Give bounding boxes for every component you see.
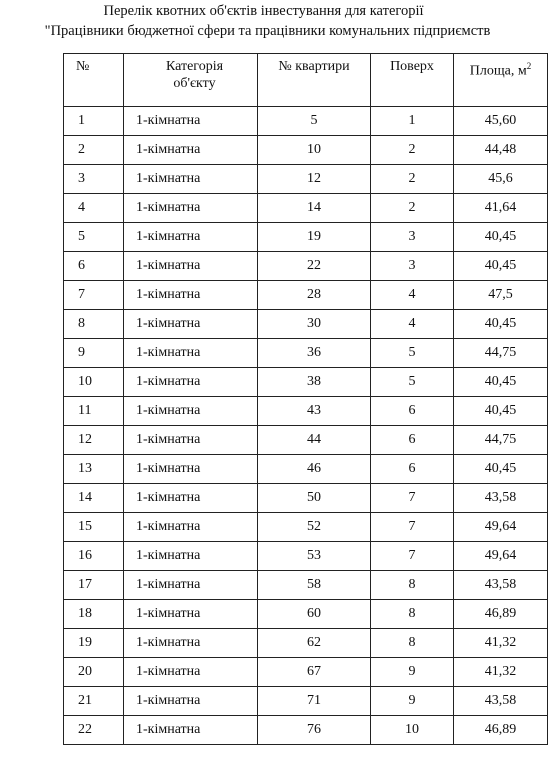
- cell-category: 1-кімнатна: [124, 484, 258, 513]
- cell-area: 43,58: [454, 484, 548, 513]
- cell-area: 45,6: [454, 165, 548, 194]
- table-row: [64, 310, 548, 339]
- table-header-row: [64, 54, 548, 107]
- cell-area: 49,64: [454, 542, 548, 571]
- table-row: [64, 368, 548, 397]
- cell-floor: 2: [371, 194, 454, 223]
- cell-apartment: 44: [258, 426, 371, 455]
- cell-apartment: 38: [258, 368, 371, 397]
- cell-floor: 8: [371, 600, 454, 629]
- table-row: [64, 165, 548, 194]
- cell-category: 1-кімнатна: [124, 600, 258, 629]
- cell-apartment: 52: [258, 513, 371, 542]
- cell-category: 1-кімнатна: [124, 368, 258, 397]
- table-row: [64, 107, 548, 136]
- table-row: [64, 484, 548, 513]
- cell-apartment: 36: [258, 339, 371, 368]
- header-area-unit-exponent: 2: [526, 61, 532, 71]
- cell-number: 8: [64, 310, 124, 339]
- cell-category: 1-кімнатна: [124, 252, 258, 281]
- cell-category: 1-кімнатна: [124, 629, 258, 658]
- cell-floor: 9: [371, 687, 454, 716]
- cell-floor: 6: [371, 455, 454, 484]
- cell-area: 46,89: [454, 716, 548, 745]
- cell-area: 46,89: [454, 600, 548, 629]
- cell-area: 44,48: [454, 136, 548, 165]
- cell-number: 11: [64, 397, 124, 426]
- table-row: [64, 223, 548, 252]
- header-floor: Поверх: [371, 54, 454, 107]
- header-category: [124, 54, 258, 107]
- cell-floor: 7: [371, 513, 454, 542]
- cell-number: 10: [64, 368, 124, 397]
- cell-category: 1-кімнатна: [124, 716, 258, 745]
- table-header: [64, 54, 548, 107]
- cell-apartment: 14: [258, 194, 371, 223]
- cell-number: 13: [64, 455, 124, 484]
- table-body: [64, 107, 548, 745]
- cell-category: 1-кімнатна: [124, 687, 258, 716]
- cell-apartment: 19: [258, 223, 371, 252]
- table-row: [64, 542, 548, 571]
- table-row: [64, 194, 548, 223]
- cell-area: 40,45: [454, 455, 548, 484]
- table-row: [64, 397, 548, 426]
- cell-floor: 4: [371, 281, 454, 310]
- cell-area: 47,5: [454, 281, 548, 310]
- cell-category: 1-кімнатна: [124, 194, 258, 223]
- cell-area: 49,64: [454, 513, 548, 542]
- cell-category: 1-кімнатна: [124, 310, 258, 339]
- table-row: [64, 571, 548, 600]
- cell-apartment: 71: [258, 687, 371, 716]
- cell-floor: 2: [371, 165, 454, 194]
- cell-apartment: 50: [258, 484, 371, 513]
- cell-number: 16: [64, 542, 124, 571]
- cell-number: 15: [64, 513, 124, 542]
- cell-apartment: 10: [258, 136, 371, 165]
- cell-number: 7: [64, 281, 124, 310]
- cell-apartment: 28: [258, 281, 371, 310]
- cell-area: 40,45: [454, 368, 548, 397]
- cell-category: 1-кімнатна: [124, 339, 258, 368]
- cell-number: 19: [64, 629, 124, 658]
- cell-area: 43,58: [454, 571, 548, 600]
- cell-number: 3: [64, 165, 124, 194]
- table-row: [64, 455, 548, 484]
- cell-category: 1-кімнатна: [124, 136, 258, 165]
- cell-floor: 7: [371, 542, 454, 571]
- cell-floor: 7: [371, 484, 454, 513]
- cell-number: 14: [64, 484, 124, 513]
- cell-number: 17: [64, 571, 124, 600]
- cell-category: 1-кімнатна: [124, 223, 258, 252]
- cell-number: 22: [64, 716, 124, 745]
- cell-apartment: 12: [258, 165, 371, 194]
- cell-area: 40,45: [454, 397, 548, 426]
- header-category-line1: Категорія: [165, 59, 224, 74]
- cell-floor: 5: [371, 339, 454, 368]
- cell-number: 9: [64, 339, 124, 368]
- header-number: №: [64, 54, 124, 107]
- cell-category: 1-кімнатна: [124, 165, 258, 194]
- cell-number: 21: [64, 687, 124, 716]
- cell-area: 40,45: [454, 310, 548, 339]
- cell-floor: 4: [371, 310, 454, 339]
- document-title-line2: "Працівники бюджетної сфери та працівники комунальних підприємств: [44, 23, 491, 39]
- cell-apartment: 76: [258, 716, 371, 745]
- table-row: [64, 716, 548, 745]
- cell-number: 6: [64, 252, 124, 281]
- cell-category: 1-кімнатна: [124, 455, 258, 484]
- table-row: [64, 339, 548, 368]
- table-row: [64, 513, 548, 542]
- table-row: [64, 658, 548, 687]
- cell-number: 4: [64, 194, 124, 223]
- cell-area: 40,45: [454, 223, 548, 252]
- cell-category: 1-кімнатна: [124, 658, 258, 687]
- table-row: [64, 252, 548, 281]
- cell-area: 43,58: [454, 687, 548, 716]
- cell-category: 1-кімнатна: [124, 513, 258, 542]
- table-row: [64, 629, 548, 658]
- cell-apartment: 30: [258, 310, 371, 339]
- cell-category: 1-кімнатна: [124, 542, 258, 571]
- cell-floor: 8: [371, 571, 454, 600]
- cell-apartment: 67: [258, 658, 371, 687]
- header-category-line2: об'єкту: [173, 76, 216, 91]
- cell-number: 2: [64, 136, 124, 165]
- cell-category: 1-кімнатна: [124, 107, 258, 136]
- cell-floor: 3: [371, 252, 454, 281]
- cell-floor: 5: [371, 368, 454, 397]
- cell-number: 1: [64, 107, 124, 136]
- header-area: [454, 54, 548, 107]
- header-area-label: Площа, м: [469, 63, 527, 79]
- cell-floor: 2: [371, 136, 454, 165]
- cell-apartment: 5: [258, 107, 371, 136]
- cell-area: 40,45: [454, 252, 548, 281]
- header-apartment: № квартири: [258, 54, 371, 107]
- cell-apartment: 62: [258, 629, 371, 658]
- cell-number: 12: [64, 426, 124, 455]
- cell-apartment: 43: [258, 397, 371, 426]
- cell-category: 1-кімнатна: [124, 426, 258, 455]
- cell-number: 18: [64, 600, 124, 629]
- cell-category: 1-кімнатна: [124, 281, 258, 310]
- cell-floor: 1: [371, 107, 454, 136]
- cell-apartment: 60: [258, 600, 371, 629]
- cell-area: 41,64: [454, 194, 548, 223]
- cell-floor: 6: [371, 426, 454, 455]
- cell-category: 1-кімнатна: [124, 571, 258, 600]
- cell-floor: 8: [371, 629, 454, 658]
- cell-apartment: 53: [258, 542, 371, 571]
- table-row: [64, 281, 548, 310]
- cell-floor: 6: [371, 397, 454, 426]
- cell-floor: 9: [371, 658, 454, 687]
- cell-apartment: 46: [258, 455, 371, 484]
- cell-number: 5: [64, 223, 124, 252]
- cell-category: 1-кімнатна: [124, 397, 258, 426]
- cell-area: 44,75: [454, 339, 548, 368]
- table-row: [64, 136, 548, 165]
- table-row: [64, 600, 548, 629]
- cell-number: 20: [64, 658, 124, 687]
- quota-objects-table: [63, 53, 548, 745]
- document-title-line1: Перелік квотних об'єктів інвестування для категорії: [103, 3, 424, 19]
- cell-area: 45,60: [454, 107, 548, 136]
- cell-floor: 10: [371, 716, 454, 745]
- cell-area: 44,75: [454, 426, 548, 455]
- cell-area: 41,32: [454, 658, 548, 687]
- cell-apartment: 58: [258, 571, 371, 600]
- cell-floor: 3: [371, 223, 454, 252]
- document-heading: [0, 0, 527, 41]
- table-row: [64, 687, 548, 716]
- cell-apartment: 22: [258, 252, 371, 281]
- cell-area: 41,32: [454, 629, 548, 658]
- table-row: [64, 426, 548, 455]
